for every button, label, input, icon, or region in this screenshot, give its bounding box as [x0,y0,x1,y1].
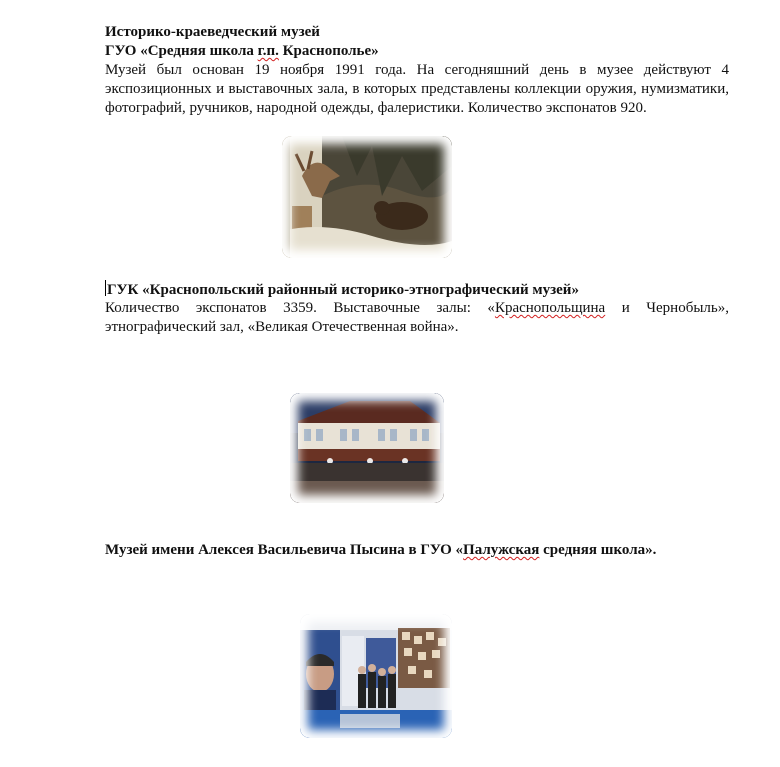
text-cursor [105,280,106,296]
section1-body: Музей был основан 19 ноября 1991 года. На сегодняшний день в музее действуют 4 экспозиционных и выставочных зала, в которых представлены коллекции оружия, нумизматики, фотографий, ручников, народной одежды, фалеристики. Количество экспонатов 920. [105,62,729,116]
section1-title-line2: ГУО «Средняя школа г.п. Краснополье» [105,43,379,59]
school-museum-hall-photo [300,614,452,738]
section3-title: Музей имени Алексея Васильевича Пысина в ГУО «Палужская средняя школа». [105,542,657,558]
museum-diorama-photo [282,136,452,258]
section2-title: ГУК «Краснопольский районный историко-этнографический музей» [107,282,579,298]
section1-title-line1: Историко-краеведческий музей [105,24,320,40]
spellcheck-word: Краснопольщина [494,300,606,316]
section2-body: Количество экспонатов 3359. Выставочные залы: «Краснопольщина и Чернобыль», этнографический зал, «Великая Отечественная война». [105,300,729,335]
spellcheck-word: г.п. [257,43,279,59]
section1-title [105,23,729,61]
museum-building-photo [290,393,444,503]
spellcheck-word: Палужская [463,542,540,558]
